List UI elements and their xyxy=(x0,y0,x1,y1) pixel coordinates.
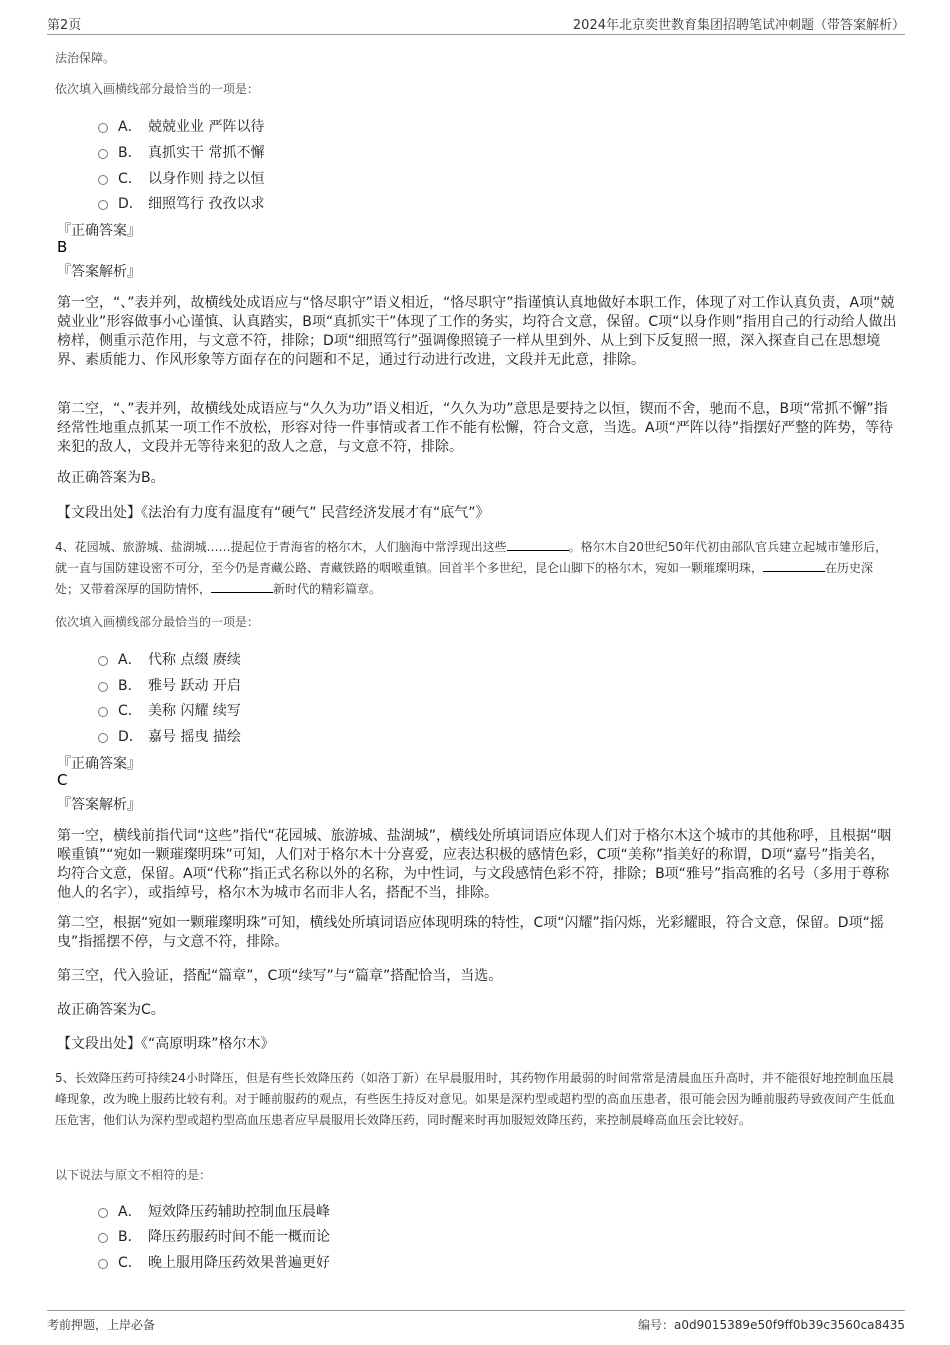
answer-value: C xyxy=(57,771,68,789)
radio-icon[interactable] xyxy=(98,123,108,133)
page-header xyxy=(47,12,905,35)
analysis-label: 『答案解析』 xyxy=(57,264,141,280)
fill-blank xyxy=(211,582,273,593)
question-prompt: 依次填入画横线部分最恰当的一项是： xyxy=(55,615,260,629)
option-a[interactable]: A． 兢兢业业 严阵以待 xyxy=(98,116,264,136)
radio-icon[interactable] xyxy=(98,1259,108,1269)
option-d[interactable]: D． 细照笃行 孜孜以求 xyxy=(98,193,264,213)
analysis-paragraph: 第二空，“、”表并列，故横线处成语应与“久久为功”语义相近，“久久为功”意思是要持之以恒，锲而不舍，驰而不息，B项“常抓不懈”指经常性地重点抓某一项工作不放松，形容对待一件事情或者工作不能有松懈，符合文意，当选。A项“严阵以待”指摆好严整的阵势，等待来犯的敌人，文段并无等待来犯的敌人之意，与文意不符，排除。 xyxy=(57,401,894,455)
radio-icon[interactable] xyxy=(98,200,108,210)
analysis-paragraph: 第一空，“、”表并列，故横线处成语应与“恪尽职守”语义相近，“恪尽职守”指谨慎认真地做好本职工作，体现了对工作认真负责，A项“兢兢业业”形容做事小心谨慎、认真踏实，B项“真抓实干”体现了工作的务实，均符合文意，保留。C项“以身作则”指用自己的行动给人做出榜样，侧重示范作用，与文意不符，排除；D项“细照笃行”强调像照镜子一样从里到外、从上到下反复照一照，深入探查自己在思想境界、素质能力、作风形象等方面存在的问题和不足，通过行动进行改进，文段并无此意，排除。 xyxy=(57,295,897,368)
question-prompt: 以下说法与原文不相符的是： xyxy=(55,1168,212,1182)
option-c[interactable]: C． 以身作则 持之以恒 xyxy=(98,168,264,188)
option-a[interactable]: A． 短效降压药辅助控制血压晨峰 xyxy=(98,1201,330,1221)
page-footer xyxy=(47,1310,905,1335)
radio-icon[interactable] xyxy=(98,149,108,159)
question-prompt: 依次填入画横线部分最恰当的一项是： xyxy=(55,82,260,96)
previous-passage-tail: 法治保障。 xyxy=(55,51,116,65)
radio-icon[interactable] xyxy=(98,682,108,692)
option-b[interactable]: B． 降压药服药时间不能一概而论 xyxy=(98,1226,330,1246)
radio-icon[interactable] xyxy=(98,1233,108,1243)
footer-slogan: 考前押题，上岸必备 xyxy=(47,1318,156,1332)
analysis-conclusion: 故正确答案为B。 xyxy=(57,470,165,486)
radio-icon[interactable] xyxy=(98,733,108,743)
question-stem: 4、花园城、旅游城、盐湖城……提起位于青海省的格尔木，人们脑海中常浮现出这些 。格尔木自20世纪50年代初由部队官兵建立起城市雏形后，就一直与国防建设密不可分，至今仍是青藏公路、青藏铁路的咽喉重镇。回首半个多世纪，昆仑山脚下的格尔木，宛如一颗璀璨明珠， 在历史深处；又带着深厚的国防情怀， 新时代的精彩篇章。 xyxy=(55,540,888,596)
document-code: 编号：a0d9015389e50f9ff0b39c3560ca8435 xyxy=(638,1318,905,1332)
answer-label: 『正确答案』 xyxy=(57,223,141,239)
radio-icon[interactable] xyxy=(98,707,108,717)
analysis-paragraph: 第三空，代入验证，搭配“篇章”，C项“续写”与“篇章”搭配恰当，当选。 xyxy=(57,968,503,984)
analysis-conclusion: 故正确答案为C。 xyxy=(57,1002,165,1018)
page-number: 第2页 xyxy=(47,18,82,33)
radio-icon[interactable] xyxy=(98,175,108,185)
radio-icon[interactable] xyxy=(98,656,108,666)
fill-blank xyxy=(763,561,825,572)
radio-icon[interactable] xyxy=(98,1208,108,1218)
document-title: 2024年北京奕世教育集团招聘笔试冲刺题（带答案解析） xyxy=(572,18,905,33)
answer-value: B xyxy=(57,238,68,256)
passage-source: 【文段出处】《“高原明珠”格尔木》 xyxy=(57,1036,275,1052)
option-b[interactable]: B． 真抓实干 常抓不懈 xyxy=(98,142,264,162)
option-c[interactable]: C． 美称 闪耀 续写 xyxy=(98,700,241,720)
passage-source: 【文段出处】《法治有力度有温度有“硬气” 民营经济发展才有“底气”》 xyxy=(57,505,490,521)
option-c[interactable]: C． 晚上服用降压药效果普遍更好 xyxy=(98,1252,330,1272)
option-a[interactable]: A． 代称 点缀 赓续 xyxy=(98,649,241,669)
question-stem: 5、长效降压药可持续24小时降压，但是有些长效降压药（如洛丁新）在早晨服用时，其药物作用最弱的时间常常是清晨血压升高时，并不能很好地控制血压晨峰现象，改为晚上服药比较有利。对于睡前服药的观点，有些医生持反对意见。如果是深杓型或超杓型的高血压患者，很可能会因为睡前服药导致夜间产生低血压危害，他们认为深杓型或超杓型高血压患者应早晨服用长效降压药，同时醒来时再加服短效降压药，来控制晨峰高血压会比较好。 xyxy=(55,1071,896,1127)
option-d[interactable]: D． 嘉号 摇曳 描绘 xyxy=(98,726,241,746)
answer-label: 『正确答案』 xyxy=(57,756,141,772)
analysis-label: 『答案解析』 xyxy=(57,797,141,813)
analysis-paragraph: 第一空，横线前指代词“这些”指代“花园城、旅游城、盐湖城”，横线处所填词语应体现人们对于格尔木这个城市的其他称呼，且根据“咽喉重镇”“宛如一颗璀璨明珠”可知，人们对于格尔木十分喜爱，应表达积极的感情色彩，C项“美称”指美好的称谓，D项“嘉号”指美名，均符合文意，保留。A项“代称”指正式名称以外的名称，为中性词，与文段感情色彩不符，排除；B项“雅号”指高雅的名号（多用于尊称他人的名字），或指绰号，格尔木为城市名而非人名，搭配不当，排除。 xyxy=(57,828,892,901)
analysis-paragraph: 第二空，根据“宛如一颗璀璨明珠”可知，横线处所填词语应体现明珠的特性，C项“闪耀”指闪烁，光彩耀眼，符合文意，保留。D项“摇曳”指摇摆不停，与文意不符，排除。 xyxy=(57,915,884,950)
fill-blank xyxy=(507,540,569,551)
option-b[interactable]: B． 雅号 跃动 开启 xyxy=(98,675,241,695)
